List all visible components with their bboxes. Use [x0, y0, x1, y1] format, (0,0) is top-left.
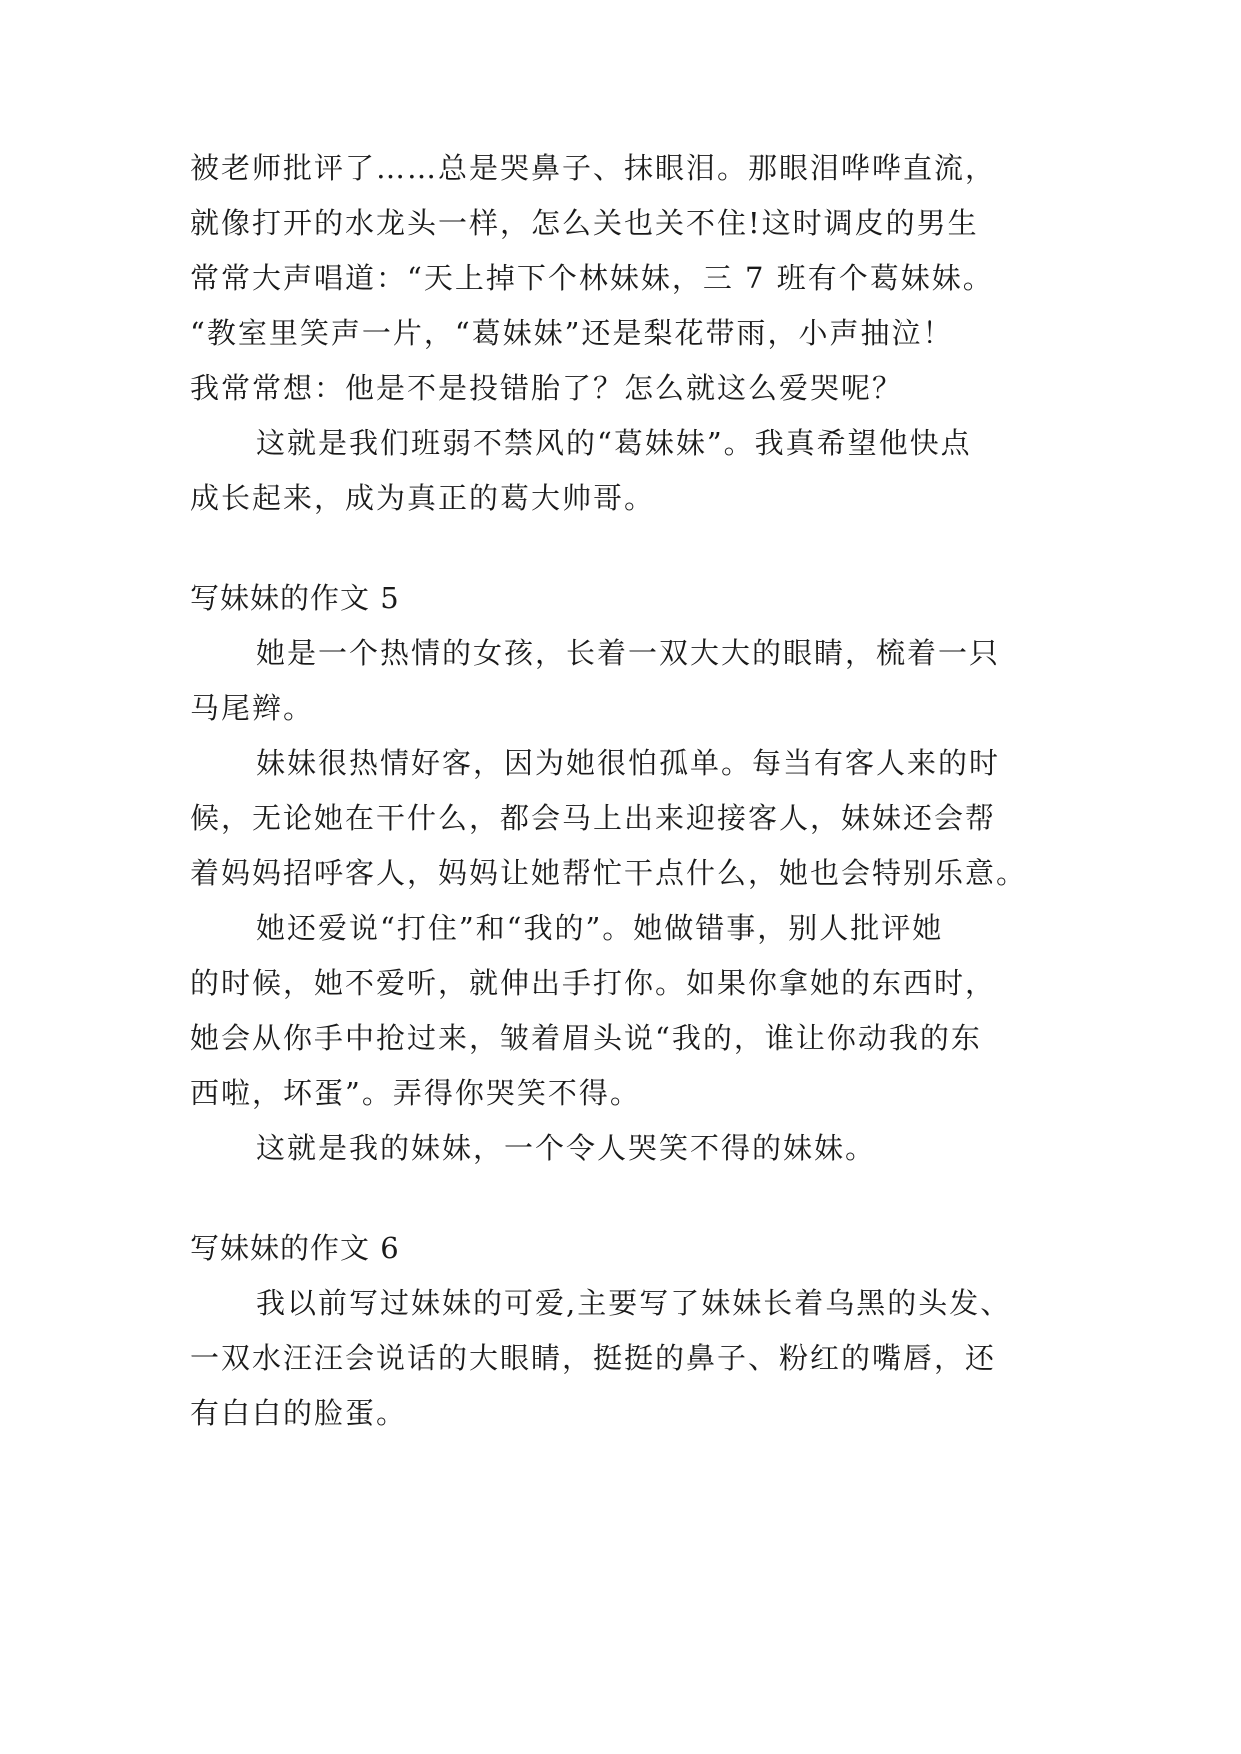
text-line: 妹妹很热情好客，因为她很怕孤单。每当有客人来的时: [256, 746, 1001, 780]
text-line: 就像打开的水龙头一样，怎么关也关不住!这时调皮的男生: [190, 206, 979, 240]
text-line: 着妈妈招呼客人，妈妈让她帮忙干点什么，她也会特别乐意。: [190, 856, 1028, 890]
text-line: 她会从你手中抢过来，皱着眉头说“我的，谁让你动我的东: [190, 1021, 982, 1055]
text-line: 被老师批评了……总是哭鼻子、抹眼泪。那眼泪哗哗直流，: [190, 151, 997, 185]
text-line: 候，无论她在干什么，都会马上出来迎接客人，妹妹还会帮: [190, 801, 997, 835]
text-line: 她是一个热情的女孩，长着一双大大的眼睛，梳着一只: [256, 636, 1001, 670]
text-line: 常常大声唱道：“天上掉下个林妹妹，三 7 班有个葛妹妹。: [190, 261, 994, 295]
text-line: 马尾辫。: [190, 691, 315, 725]
text-line: 我常常想：他是不是投错胎了？怎么就这么爱哭呢？: [190, 371, 904, 405]
essay-title: 写妹妹的作文 5: [190, 581, 400, 615]
text-line: 有白白的脸蛋。: [190, 1396, 408, 1430]
text-line: 她还爱说“打住”和“我的”。她做错事，别人批评她: [256, 911, 944, 945]
text-line: 成长起来，成为真正的葛大帅哥。: [190, 481, 656, 515]
text-line: 我以前写过妹妹的可爱,主要写了妹妹长着乌黑的头发、: [256, 1286, 1012, 1320]
text-line: 一双水汪汪会说话的大眼睛，挺挺的鼻子、粉红的嘴唇，还: [190, 1341, 997, 1375]
text-line: “教室里笑声一片，“葛妹妹”还是梨花带雨，小声抽泣！: [190, 316, 954, 350]
text-line: 的时候，她不爱听，就伸出手打你。如果你拿她的东西时，: [190, 966, 997, 1000]
text-line: 这就是我的妹妹，一个令人哭笑不得的妹妹。: [256, 1131, 877, 1165]
text-line: 西啦，坏蛋”。弄得你哭笑不得。: [190, 1076, 641, 1110]
text-line: 这就是我们班弱不禁风的“葛妹妹”。我真希望他快点: [256, 426, 972, 460]
essay-title: 写妹妹的作文 6: [190, 1231, 400, 1265]
